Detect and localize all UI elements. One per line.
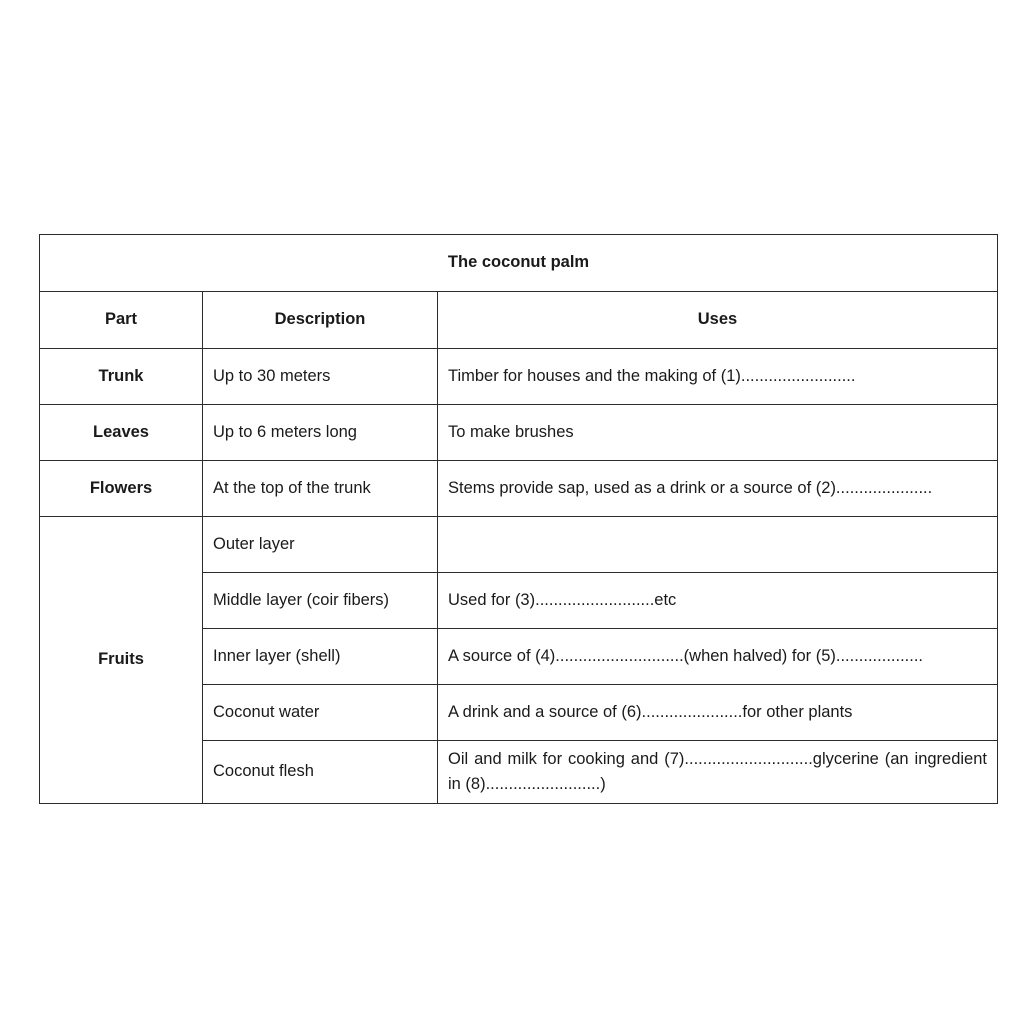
coconut-palm-table xyxy=(39,234,998,804)
cell-description-coconut-flesh: Coconut flesh xyxy=(203,741,438,804)
table-title-row xyxy=(40,235,998,292)
column-header-description: Description xyxy=(203,292,438,349)
column-header-uses: Uses xyxy=(438,292,998,349)
table-row xyxy=(40,405,998,461)
cell-part-leaves: Leaves xyxy=(40,405,203,461)
table-row xyxy=(40,461,998,517)
cell-uses-middle-layer: Used for (3)..........................etc xyxy=(438,573,998,629)
cell-uses-inner-layer: A source of (4)............................(when halved) for (5)................... xyxy=(438,629,998,685)
cell-part-trunk: Trunk xyxy=(40,349,203,405)
cell-description-middle-layer: Middle layer (coir fibers) xyxy=(203,573,438,629)
cell-description-trunk: Up to 30 meters xyxy=(203,349,438,405)
table-header-row xyxy=(40,292,998,349)
table-title: The coconut palm xyxy=(40,235,998,292)
table-row xyxy=(40,517,998,573)
cell-uses-coconut-flesh: Oil and milk for cooking and (7)............................glycerine (an ingredient in (8).........................) xyxy=(438,741,998,804)
cell-uses-outer-layer xyxy=(438,517,998,573)
cell-part-fruits: Fruits xyxy=(40,517,203,804)
cell-description-inner-layer: Inner layer (shell) xyxy=(203,629,438,685)
cell-uses-trunk: Timber for houses and the making of (1)......................... xyxy=(438,349,998,405)
cell-uses-coconut-water: A drink and a source of (6)......................for other plants xyxy=(438,685,998,741)
coconut-palm-table-container xyxy=(39,234,997,804)
cell-description-leaves: Up to 6 meters long xyxy=(203,405,438,461)
table-row xyxy=(40,349,998,405)
cell-description-flowers: At the top of the trunk xyxy=(203,461,438,517)
cell-uses-leaves: To make brushes xyxy=(438,405,998,461)
cell-description-coconut-water: Coconut water xyxy=(203,685,438,741)
cell-uses-flowers: Stems provide sap, used as a drink or a source of (2)..................... xyxy=(438,461,998,517)
cell-description-outer-layer: Outer layer xyxy=(203,517,438,573)
column-header-part: Part xyxy=(40,292,203,349)
cell-part-flowers: Flowers xyxy=(40,461,203,517)
